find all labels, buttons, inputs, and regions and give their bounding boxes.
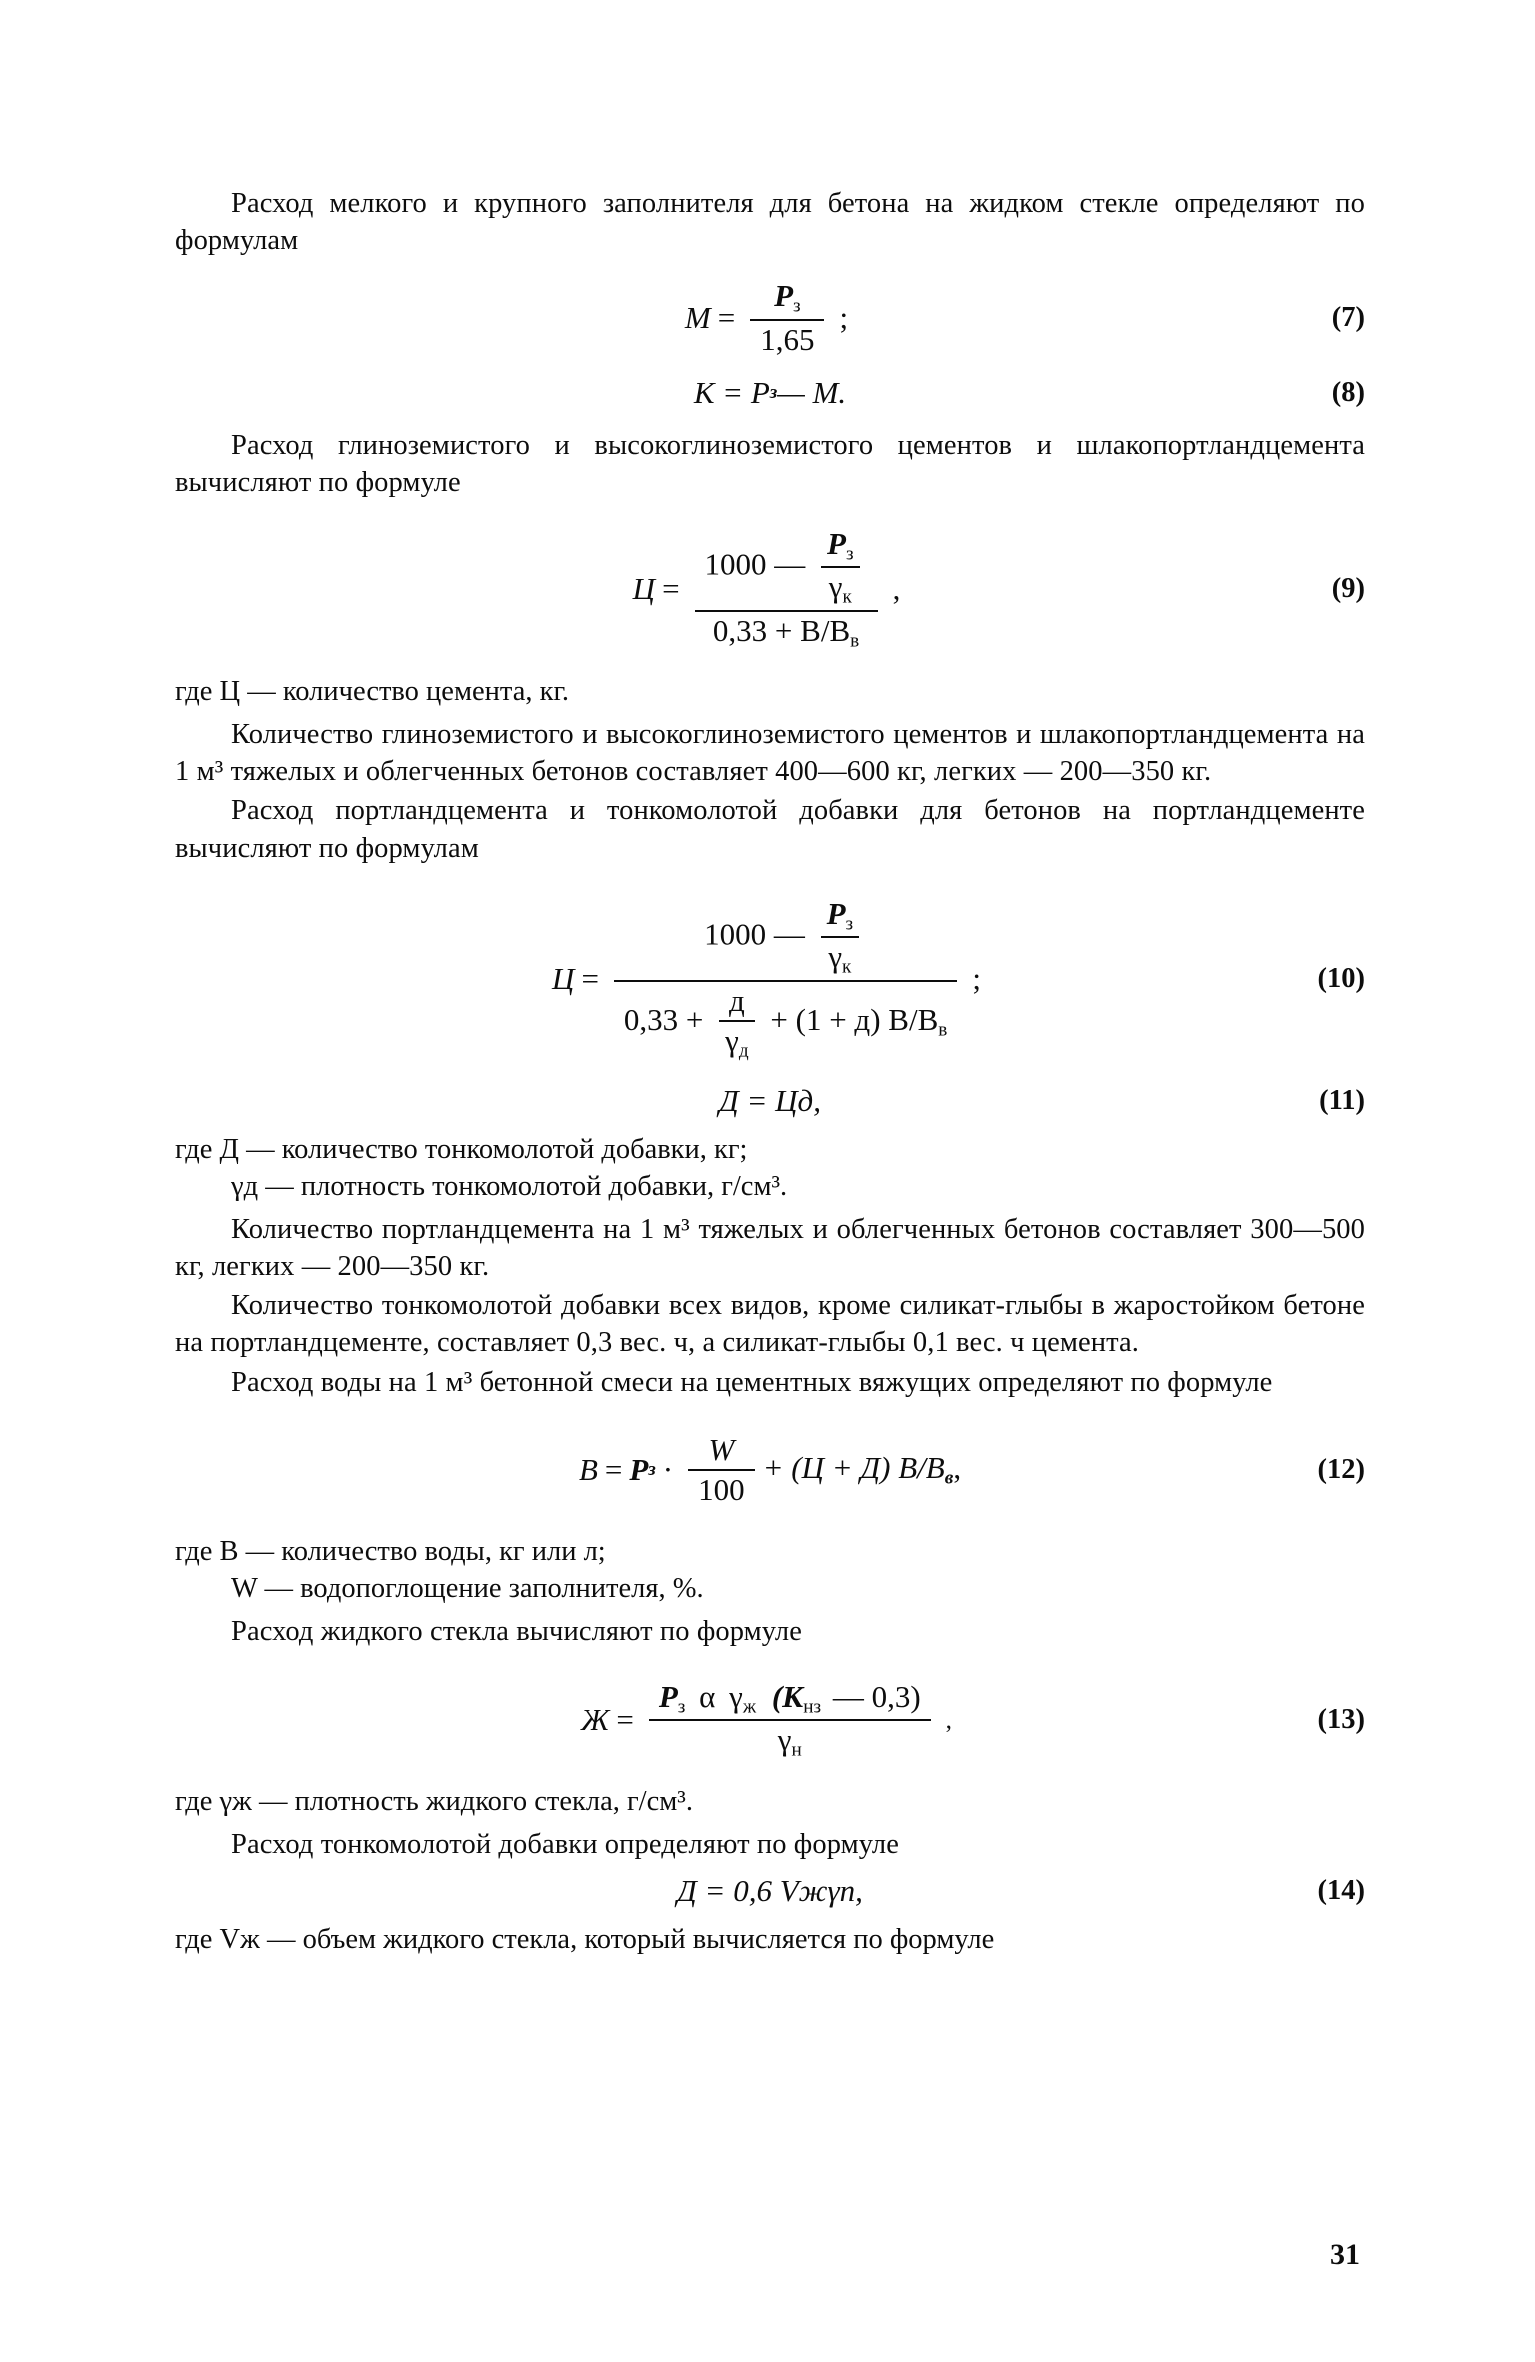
paragraph-portland-amounts: Количество портландцемента на 1 м³ тяжелых и облегченных бетонов составляет 300—500 кг, легких — 200—350 кг.	[175, 1214, 1365, 1283]
formula-12-p: Р	[629, 1451, 649, 1487]
formula-9	[633, 527, 908, 652]
definition-additive	[175, 1131, 1365, 1205]
formula-10-denominator-frac-bot: $\gamma_д$	[725, 1022, 749, 1062]
formula-14-label: (14)	[1317, 1875, 1365, 1906]
formula-12-dot: ·	[662, 1451, 674, 1487]
formula-12-denominator: 100	[698, 1471, 745, 1507]
formula-10-denominator-frac-top: д	[729, 982, 745, 1018]
paragraph-alumina-cement: Расход глиноземистого и высокоглиноземистого цементов и шлакопортландцемента вычисляют по формуле	[175, 429, 1365, 498]
paragraph-additive-amounts: Количество тонкомолотой добавки всех видов, кроме силикат-глыбы в жаростойком бетоне на портландцементе, составляет 0,3 вес. ч, а силикат-глыбы 0,1 вес. ч цемента.	[175, 1290, 1365, 1359]
formula-10-numerator	[694, 897, 877, 980]
formula-14: Д = 0,6 Vжγп,	[677, 1873, 863, 1908]
formula-7-row	[175, 279, 1365, 357]
formula-10-lhs: Ц	[552, 960, 575, 996]
formula-9-numerator-left: 1000 —	[704, 546, 806, 582]
formula-10-denominator	[614, 982, 957, 1062]
formula-10-denominator-right: + (1 + д) $В/В_в$	[770, 1001, 948, 1040]
formula-12-equals: =	[604, 1451, 623, 1487]
formula-7-numerator: $Р_з$	[774, 278, 801, 317]
formula-10-label: (10)	[1317, 962, 1365, 994]
formula-10-equals: =	[581, 960, 599, 996]
formula-8-lhs: К = Р	[693, 374, 770, 410]
formula-13-denominator: $\gamma_н$	[777, 1722, 802, 1761]
formula-12-numerator: W	[708, 1431, 735, 1467]
formula-9-label: (9)	[1331, 573, 1365, 605]
definition-liquid-glass-density: где γж — плотность жидкого стекла, г/см³.	[175, 1785, 693, 1817]
formula-9-equals: =	[662, 571, 680, 607]
definition-additive-line1: где Д — количество тонкомолотой добавки, кг;	[175, 1134, 748, 1166]
formula-7-lhs: М	[684, 299, 711, 335]
formula-9-inner-fraction	[821, 527, 860, 608]
formula-12-row	[175, 1433, 1365, 1507]
formula-13-row	[175, 1680, 1365, 1761]
formula-9-denominator: $0,33 + В/В_в$	[712, 612, 860, 652]
formula-12-fraction	[688, 1433, 755, 1507]
formula-12	[579, 1433, 961, 1507]
definition-liquid-glass-volume: где Vж — объем жидкого стекла, который вычисляется по формуле	[175, 1924, 995, 1955]
formula-10-denominator-left: 0,33 +	[623, 1001, 704, 1037]
paragraph-intro-aggregate: Расход мелкого и крупного заполнителя для бетона на жидком стекле определяют по формулам	[175, 188, 1365, 257]
formula-10-inner-fraction	[821, 897, 860, 978]
paragraph-cement-amounts: Количество глиноземистого и высокоглиноземистого цементов и шлакопортландцемента на 1 м³ тяжелых и облегченных бетонов составляет 400—600 кг, легких — 200—350 кг.	[175, 719, 1365, 788]
formula-11-row	[175, 1081, 1365, 1121]
formula-8-rhs: — М.	[777, 374, 847, 410]
formula-8-row	[175, 373, 1365, 413]
formula-12-lhs: В	[578, 1451, 598, 1487]
definition-water-line2: W — водопоглощение заполнителя, %.	[231, 1572, 704, 1604]
formula-9-fraction	[695, 527, 878, 652]
definition-water	[175, 1533, 1365, 1607]
formula-7	[685, 279, 855, 357]
formula-7-denominator: 1,65	[760, 321, 815, 357]
formula-9-row	[175, 527, 1365, 652]
formula-8-label: (8)	[1331, 376, 1365, 408]
formula-7-tail: ;	[839, 299, 849, 335]
paragraph-portland-cement: Расход портландцемента и тонкомолотой добавки для бетонов на портландцементе вычисляют по формулам	[175, 795, 1365, 864]
formula-7-label: (7)	[1331, 301, 1365, 333]
formula-10-fraction	[614, 897, 957, 1062]
formula-9-lhs: Ц	[632, 571, 656, 607]
formula-8	[694, 375, 846, 411]
formula-10	[552, 897, 988, 1062]
formula-13-numerator: $Р_з$ α $\gamma_ж$ ($К_{нз}$ — 0,3)	[658, 1678, 921, 1718]
formula-11-label: (11)	[1319, 1085, 1365, 1117]
definition-cement-quantity: где Ц — количество цемента, кг.	[175, 676, 570, 708]
formula-8-sub: з	[769, 381, 778, 403]
formula-13-lhs: Ж	[580, 1702, 610, 1738]
formula-13-equals: =	[616, 1702, 634, 1738]
formula-7-fraction	[750, 279, 824, 357]
definition-additive-line2: γд — плотность тонкомолотой добавки, г/см³.	[231, 1171, 788, 1203]
formula-12-p-sub: з	[648, 1458, 656, 1480]
definition-water-line1: где В — количество воды, кг или л;	[175, 1535, 606, 1567]
formula-10-inner-numerator: $Р_з$	[826, 895, 854, 934]
formula-9-inner-numerator: $Р_з$	[827, 525, 854, 565]
paragraph-additive-consumption: Расход тонкомолотой добавки определяют по формуле	[231, 1828, 899, 1860]
formula-13-tail: ,	[945, 1705, 953, 1734]
paragraph-liquid-glass: Расход жидкого стекла вычисляют по формуле	[231, 1615, 802, 1647]
formula-9-inner-denominator: $\gamma_к$	[828, 569, 852, 608]
formula-10-tail: ;	[972, 960, 981, 996]
formula-13-label: (13)	[1317, 1704, 1365, 1736]
formula-7-equals: =	[717, 299, 736, 335]
formula-10-numerator-left: 1000 —	[704, 916, 805, 952]
formula-12-tail: + (Ц + Д) $В/В_в$,	[762, 1449, 962, 1489]
page-number: 31	[1330, 2238, 1360, 2271]
formula-12-label: (12)	[1317, 1453, 1365, 1485]
formula-13-fraction	[649, 1680, 931, 1761]
paragraph-water-consumption: Расход воды на 1 м³ бетонной смеси на цементных вяжущих определяют по формуле	[231, 1366, 1273, 1398]
formula-10-inner-denominator: $\gamma_к$	[828, 939, 852, 978]
formula-14-row	[175, 1871, 1365, 1911]
formula-11: Д = Цд,	[719, 1083, 821, 1119]
formula-10-row	[175, 897, 1365, 1062]
formula-9-numerator	[695, 527, 878, 610]
formula-9-tail: ,	[892, 571, 901, 607]
formula-13	[581, 1680, 959, 1761]
formula-10-denominator-fraction	[719, 984, 754, 1062]
